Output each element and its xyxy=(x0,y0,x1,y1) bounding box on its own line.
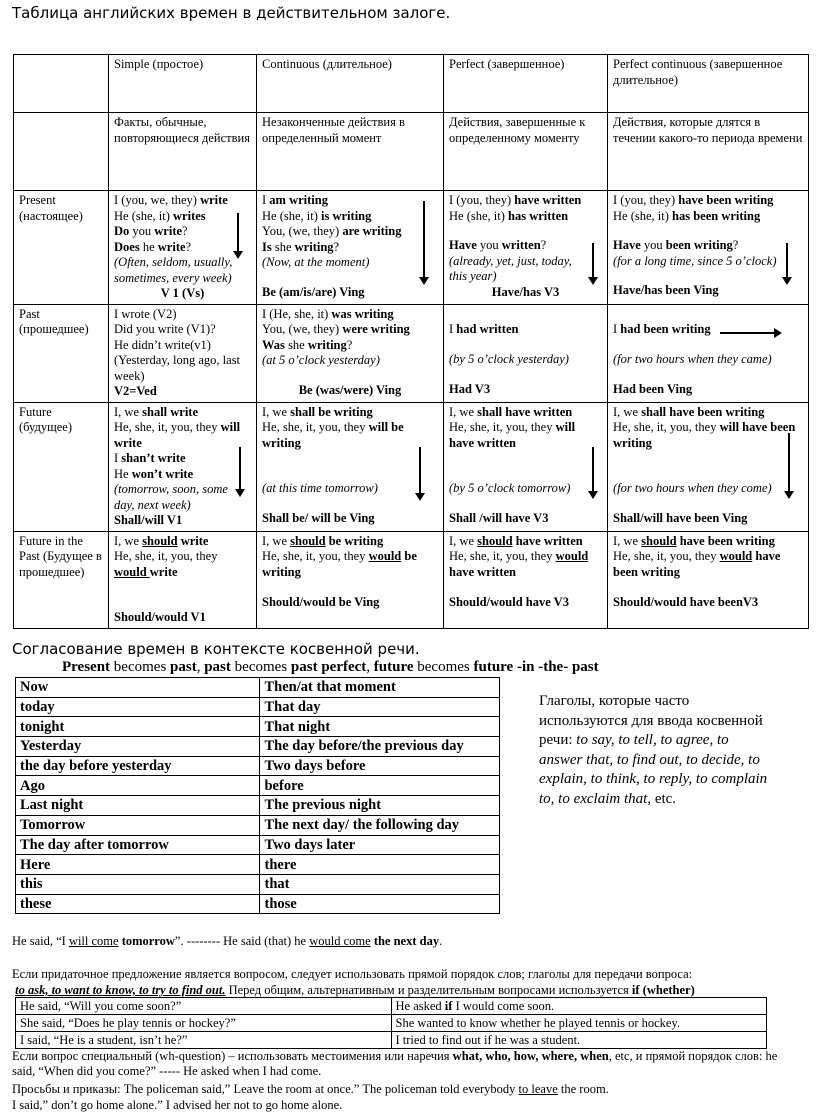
header-continuous: Continuous (длительное) xyxy=(257,55,444,113)
formula: Shall/will have been Ving xyxy=(613,510,748,525)
adverb-row xyxy=(16,894,500,914)
reported-speech-word: The day before/the previous day xyxy=(260,737,500,757)
reported-speech-word: That day xyxy=(260,697,500,717)
indirect-question: He asked if I would come soon. xyxy=(391,998,767,1015)
formula: V 1 (Vs) xyxy=(160,286,205,300)
description-row xyxy=(14,113,809,191)
reported-speech-word: Two days later xyxy=(260,835,500,855)
example-row xyxy=(16,1032,767,1049)
adverb-row xyxy=(16,815,500,835)
direct-speech-word: Last night xyxy=(16,796,260,816)
question-rule: Если придаточное предложение является вопросом, следует использовать прямой порядок слов; глаголы для передачи вопроса: to ask, to want to know, to try to find out. Перед общим, альтернативным и разделительным вопросами используется if (whether) xyxy=(12,967,695,997)
arrow-down-icon xyxy=(239,447,241,495)
direct-speech-word: the day before yesterday xyxy=(16,756,260,776)
adverb-row xyxy=(16,874,500,894)
row-label: Future (будущее) xyxy=(14,402,109,531)
adverbs-table xyxy=(15,677,500,914)
arrow-down-icon xyxy=(592,447,594,497)
reported-speech-word: Then/at that moment xyxy=(260,678,500,698)
cell-past-perfect-continuous: I had been writing (for two hours when they came) Had been Ving xyxy=(608,304,809,402)
document-title: Таблица английских времен в действительном залоге. xyxy=(12,4,451,22)
tense-shift-rule: Present becomes past, past becomes past perfect, future becomes future -in -the- past xyxy=(62,659,599,675)
cell-future-simple: I, we shall write He, she, it, you, they will write I shan’t write He won’t write (tomorrow, soon, some day, next week) Shall/will V1 xyxy=(109,402,257,531)
row-future-in-the-past xyxy=(14,531,809,628)
cell-present-continuous: I am writing He (she, it) is writing You, (we, they) are writing Is she writing? (Now, at the moment) Be (am/is/are) Ving xyxy=(257,191,444,305)
arrow-down-icon xyxy=(419,447,421,499)
description-continuous: Незаконченные действия в определенный момент xyxy=(257,113,444,191)
adverb-row xyxy=(16,835,500,855)
row-present xyxy=(14,191,809,305)
formula: Should/would have V3 xyxy=(449,595,569,609)
arrow-down-icon xyxy=(788,433,790,497)
direct-speech-word: Now xyxy=(16,678,260,698)
formula: Be (am/is/are) Ving xyxy=(262,284,365,299)
formula: Had been Ving xyxy=(613,381,693,396)
direct-speech-word: today xyxy=(16,697,260,717)
cell-future-continuous: I, we shall be writing He, she, it, you, they will be writing (at this time tomorrow) Shall be/ will be Ving xyxy=(257,402,444,531)
direct-speech-word: tonight xyxy=(16,717,260,737)
reported-speech-word: That night xyxy=(260,717,500,737)
cell-present-simple: I (you, we, they) write He (she, it) writes Do you write? Does he write? (Often, seldom, usually, sometimes, every week) V 1 (Vs) xyxy=(109,191,257,305)
formula: Shall /will have V3 xyxy=(449,510,549,525)
corner-cell xyxy=(14,113,109,191)
cell-present-perfect-continuous: I (you, they) have been writing He (she, it) has been writing Have you been writing? (for a long time, since 5 o’clock) Have/has been Ving xyxy=(608,191,809,305)
adverb-row xyxy=(16,776,500,796)
direct-question: He said, “Will you come soon?” xyxy=(16,998,392,1015)
formula: Be (was/were) Ving xyxy=(298,382,402,397)
formula: Should/would V1 xyxy=(114,610,206,624)
formula: Should/would be Ving xyxy=(262,595,380,609)
section-title: Согласование времен в контексте косвенной речи. xyxy=(12,640,420,658)
header-perfect-continuous: Perfect continuous (завершенное длительное) xyxy=(608,55,809,113)
wh-question-rule: Если вопрос специальный (wh-question) – использовать местоимения или наречия what, who, how, where, when, etc, и прямой порядок слов: he said, “When did you come?” ----- He asked when I had come. xyxy=(12,1049,778,1078)
formula: Had V3 xyxy=(449,381,491,396)
arrow-down-icon xyxy=(786,243,788,283)
adverb-row xyxy=(16,737,500,757)
examples-table xyxy=(15,997,767,1049)
cell-fitp-perfect-continuous: I, we should have been writing He, she, it, you, they would have been writing Should/would have beenV3 xyxy=(608,531,809,628)
example-row xyxy=(16,998,767,1015)
cell-future-perfect: I, we shall have written He, she, it, you, they will have written (by 5 o’clock tomorrow) Shall /will have V3 xyxy=(444,402,608,531)
indirect-question: She wanted to know whether he played tennis or hockey. xyxy=(391,1015,767,1032)
direct-speech-word: Yesterday xyxy=(16,737,260,757)
tenses-table xyxy=(13,54,809,629)
example-sentence: He said, “I will come tomorrow”. -------- He said (that) he would come the next day. xyxy=(12,934,443,948)
row-future xyxy=(14,402,809,531)
arrow-down-icon xyxy=(237,213,239,257)
indirect-question: I tried to find out if he was a student. xyxy=(391,1032,767,1049)
description-perfect-continuous: Действия, которые длятся в течении какого-то периода времени xyxy=(608,113,809,191)
reported-speech-word: Two days before xyxy=(260,756,500,776)
adverb-row xyxy=(16,756,500,776)
reported-speech-word: The previous night xyxy=(260,796,500,816)
cell-past-continuous: I (He, she, it) was writing You, (we, they) were writing Was she writing? (at 5 o’clock yesterday) Be (was/were) Ving xyxy=(257,304,444,402)
cell-past-perfect: I had written (by 5 o’clock yesterday) Had V3 xyxy=(444,304,608,402)
direct-speech-word: Here xyxy=(16,855,260,875)
adverb-row xyxy=(16,697,500,717)
direct-speech-word: Tomorrow xyxy=(16,815,260,835)
reporting-verbs-note: Глаголы, которые часто используются для ввода косвенной речи: to say, to tell, to agree, to answer that, to find out, to decide, to explain, to think, to reply, to complain to, to exclaim that, etc. xyxy=(539,693,768,807)
direct-question: She said, “Does he play tennis or hockey?” xyxy=(16,1015,392,1032)
header-simple: Simple (простое) xyxy=(109,55,257,113)
formula: Have/has V3 xyxy=(491,284,560,299)
cell-fitp-continuous: I, we should be writing He, she, it, you, they would be writing Should/would be Ving xyxy=(257,531,444,628)
direct-speech-word: The day after tomorrow xyxy=(16,835,260,855)
row-past xyxy=(14,304,809,402)
cell-fitp-perfect: I, we should have written He, she, it, you, they would have written Should/would have V3 xyxy=(444,531,608,628)
row-label: Present (настоящее) xyxy=(14,191,109,305)
description-simple: Факты, обычные, повторяющиеся действия xyxy=(109,113,257,191)
example-row xyxy=(16,1015,767,1032)
header-perfect: Perfect (завершенное) xyxy=(444,55,608,113)
direct-speech-word: these xyxy=(16,894,260,914)
corner-cell xyxy=(14,55,109,113)
header-row xyxy=(14,55,809,113)
arrow-right-icon xyxy=(720,332,780,334)
formula: Have/has been Ving xyxy=(613,283,719,297)
cell-future-perfect-continuous: I, we shall have been writing He, she, it, you, they will have been writing (for two hours when they come) Shall/will have been Ving xyxy=(608,402,809,531)
adverb-row xyxy=(16,855,500,875)
formula: Shall/will V1 xyxy=(114,513,183,527)
orders-rule: Просьбы и приказы: The policeman said,” Leave the room at once.” The policeman told everybody to leave the room. I said,” don’t go home alone.” I advised her not to go home alone. xyxy=(12,1082,609,1112)
adverb-row xyxy=(16,717,500,737)
formula: V2=Ved xyxy=(114,384,157,398)
cell-present-perfect: I (you, they) have written He (she, it) has written Have you written? (already, yet, just, today, this year) Have/has V3 xyxy=(444,191,608,305)
arrow-down-icon xyxy=(592,243,594,283)
reported-speech-word: before xyxy=(260,776,500,796)
direct-speech-word: Ago xyxy=(16,776,260,796)
direct-question: I said, “He is a student, isn’t he?” xyxy=(16,1032,392,1049)
reported-speech-word: those xyxy=(260,894,500,914)
formula: Should/would have beenV3 xyxy=(613,595,759,609)
reported-speech-word: The next day/ the following day xyxy=(260,815,500,835)
cell-past-simple: I wrote (V2) Did you write (V1)? He didn’t write(v1) (Yesterday, long ago, last week) V2=Ved xyxy=(109,304,257,402)
adverb-row xyxy=(16,678,500,698)
cell-fitp-simple: I, we should write He, she, it, you, they would write Should/would V1 xyxy=(109,531,257,628)
arrow-down-icon xyxy=(423,201,425,283)
adverb-row xyxy=(16,796,500,816)
row-label: Future in the Past (Будущее в прошедшее) xyxy=(14,531,109,628)
description-perfect: Действия, завершенные к определенному моменту xyxy=(444,113,608,191)
reported-speech-word: there xyxy=(260,855,500,875)
reported-speech-word: that xyxy=(260,874,500,894)
row-label: Past (прошедшее) xyxy=(14,304,109,402)
direct-speech-word: this xyxy=(16,874,260,894)
formula: Shall be/ will be Ving xyxy=(262,510,375,525)
